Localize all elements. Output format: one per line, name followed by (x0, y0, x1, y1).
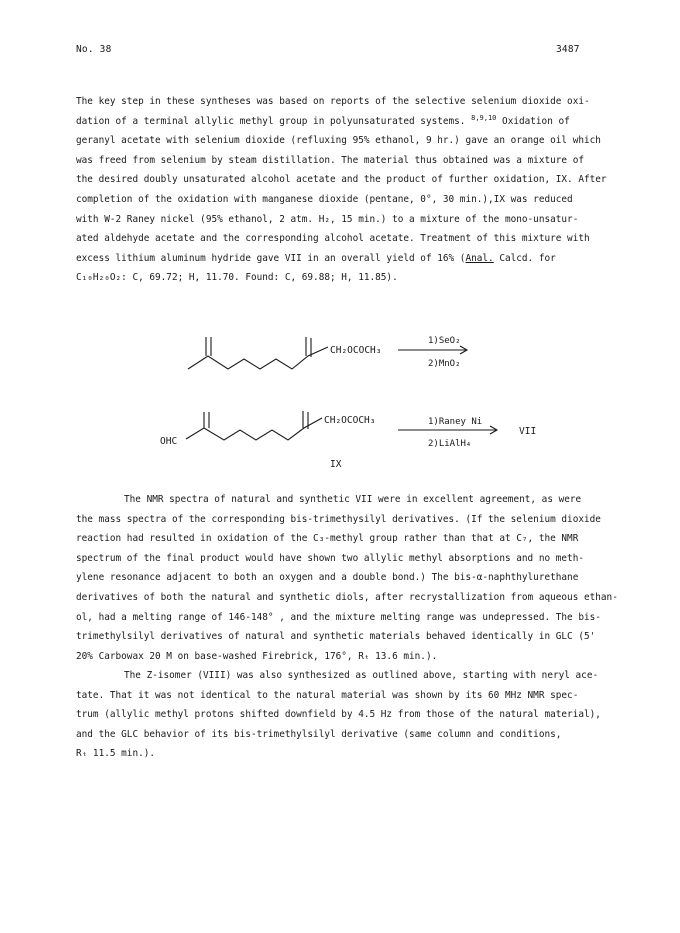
aldehyde-group-label: OHC (160, 436, 178, 447)
reagent-seo2: 1)SeO₂ (428, 336, 461, 346)
text-line: derivatives of both the natural and synthetic diols, after recrystallization from aqueous ethan- (76, 591, 618, 603)
text-line: geranyl acetate with selenium dioxide (refluxing 95% ethanol, 9 hr.) gave an orange oil which (76, 135, 601, 147)
page-number: 3487 (556, 44, 580, 55)
text-line: completion of the oxidation with manganese dioxide (pentane, 0°, 30 min.),IX was reduced (76, 193, 573, 205)
paragraph-2 (76, 490, 616, 666)
text-line: excess lithium aluminum hydride gave VII in an overall yield of 16% (Anal. Calcd. for (76, 252, 556, 264)
paragraph-3 (76, 666, 616, 764)
text-line: trimethylsilyl derivatives of natural and synthetic materials behaved identically in GLC (5' (76, 631, 596, 643)
acetate-group-label: CH₂OCOCH₃ (324, 415, 376, 426)
compound-ix-structure (186, 418, 322, 440)
anal-underlined: Anal. (465, 252, 494, 264)
text-line: the desired doubly unsaturated alcohol acetate and the product of further oxidation, IX. After (76, 174, 607, 186)
text-line: was freed from selenium by steam distillation. The material thus obtained was a mixture of (76, 154, 584, 166)
text-line: Rₜ 11.5 min.). (76, 748, 156, 760)
text-line: ated aldehyde acetate and the corresponding alcohol acetate. Treatment of this mixture with (76, 233, 590, 245)
text-line: trum (allylic methyl protons shifted downfield by 4.5 Hz from those of the natural material), (76, 709, 601, 721)
acetate-group-label: CH₂OCOCH₃ (330, 345, 382, 356)
text-line: dation of a terminal allylic methyl group in polyunsaturated systems. $^{8,9,10}$ Oxidation of (76, 113, 570, 127)
text-line: tate. That it was not identical to the natural material was shown by its 60 MHz NMR spec- (76, 689, 579, 701)
text-line: ol, had a melting range of 146-148° , and the mixture melting range was undepressed. The bis- (76, 611, 601, 623)
text-line: and the GLC behavior of its bis-trimethylsilyl derivative (same column and conditions, (76, 728, 562, 740)
text-line: the mass spectra of the corresponding bis-trimethysilyl derivatives. (If the selenium dioxide (76, 513, 601, 525)
text-line: The NMR spectra of natural and synthetic VII were in excellent agreement, as were (124, 494, 582, 505)
reagent-lialh4: 2)LiAlH₄ (428, 439, 472, 449)
text-line: 20% Carbowax 20 M on base-washed Firebrick, 176°, Rₜ 13.6 min.). (76, 650, 438, 662)
reference-superscript: 8,9,10 (471, 113, 497, 122)
geranyl-acetate-structure (188, 347, 328, 369)
text-line: reaction had resulted in oxidation of the C₃-methyl group rather than that at C₇, the NMR (76, 533, 579, 545)
product-label: VII (519, 426, 537, 437)
text-line: The Z-isomer (VIII) was also synthesized as outlined above, starting with neryl ace- (124, 670, 599, 681)
text-line: C₁₀H₂₀O₂: C, 69.72; H, 11.70. Found: C, 69.88; H, 11.85). (76, 272, 398, 284)
text-line: with W-2 Raney nickel (95% ethanol, 2 atm. H₂, 15 min.) to a mixture of the mono-unsatur- (76, 213, 579, 225)
journal-issue: No. 38 (76, 44, 112, 55)
text-line: ylene resonance adjacent to both an oxygen and a double bond.) The bis-α-naphthylurethane (76, 572, 579, 584)
compound-label: IX (330, 459, 342, 470)
text-line: spectrum of the final product would have shown two allylic methyl absorptions and no meth- (76, 552, 584, 564)
reagent-mno2: 2)MnO₂ (428, 359, 461, 369)
reagent-raney-ni: 1)Raney Ni (428, 417, 483, 427)
text-line: The key step in these syntheses was based on reports of the selective selenium dioxide oxi- (76, 96, 590, 107)
